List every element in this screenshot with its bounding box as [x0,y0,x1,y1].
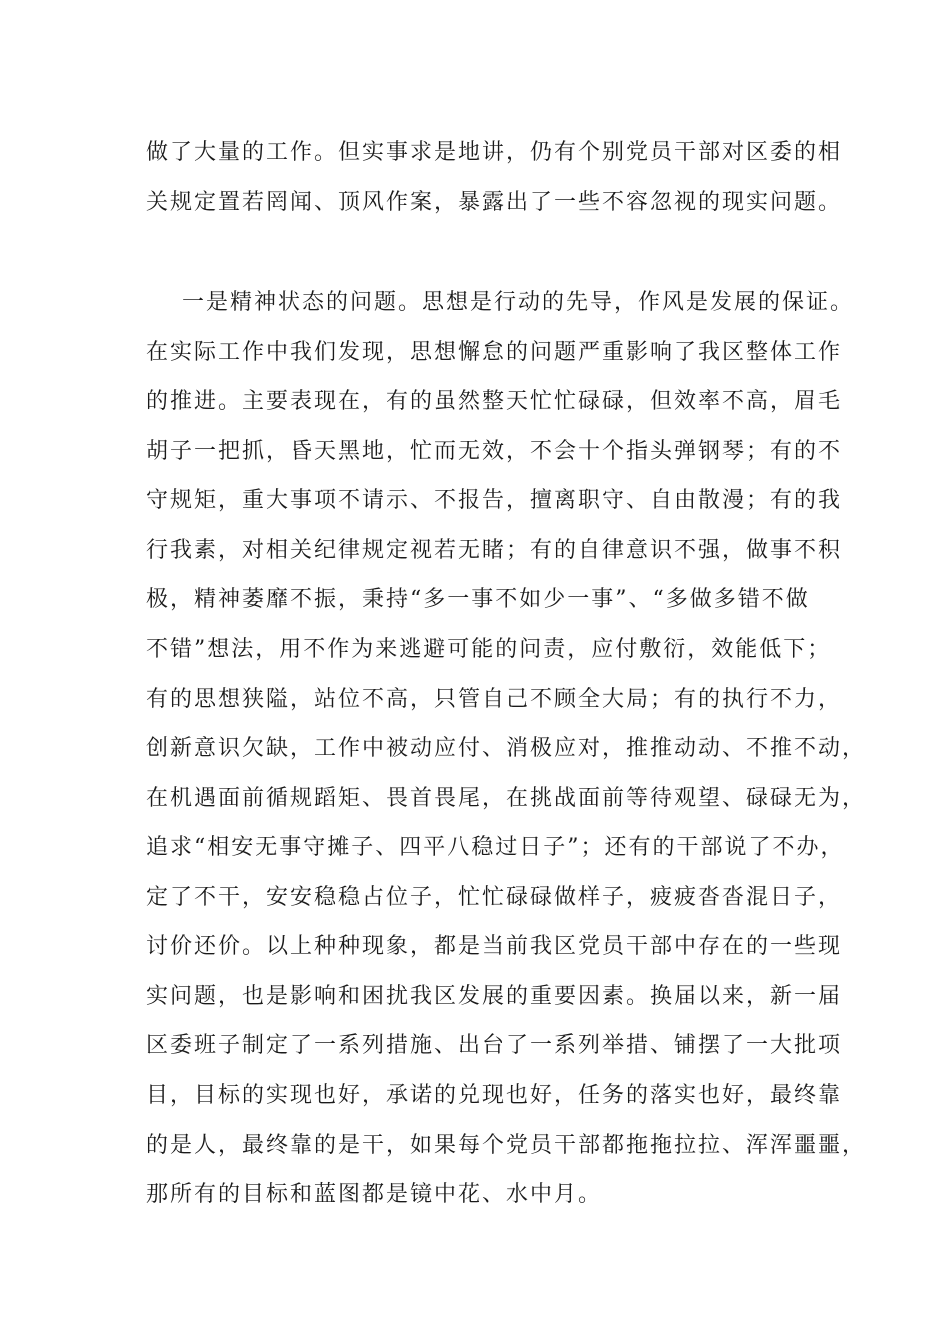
text-line: 追求“相安无事守摊子、四平八稳过日子”；还有的干部说了不办， [146,835,845,860]
text-line: 胡子一把抓，昏天黑地，忙而无效，不会十个指头弹钢琴；有的不 [146,439,843,464]
text-line: 在实际工作中我们发现，思想懈怠的问题严重影响了我区整体工作 [146,340,843,365]
text-line: 的是人，最终靠的是干，如果每个党员干部都拖拖拉拉、浑浑噩噩， [146,1133,867,1158]
text-line: 行我素，对相关纪律规定视若无睹；有的自律意识不强，做事不积 [146,538,843,563]
text-line: 做了大量的工作。但实事求是地讲，仍有个别党员干部对区委的相 [146,140,843,165]
text-line: 关规定置若罔闻、顶风作案，暴露出了一些不容忽视的现实问题。 [146,190,843,215]
text-line: 在机遇面前循规蹈矩、畏首畏尾，在挑战面前等待观望、碌碌无为， [146,786,867,811]
text-line: 有的思想狭隘，站位不高，只管自己不顾全大局；有的执行不力， [146,687,843,712]
text-line: 极，精神萎靡不振，秉持“多一事不如少一事”、“多做多错不做 [146,587,810,612]
text-line: 不错”想法，用不作为来逃避可能的问责，应付敷衍，效能低下； [146,637,832,662]
text-line: 目，目标的实现也好，承诺的兑现也好，任务的落实也好，最终靠 [146,1083,843,1108]
text-line: 守规矩，重大事项不请示、不报告，擅离职守、自由散漫；有的我 [146,488,843,513]
text-line: 创新意识欠缺，工作中被动应付、消极应对，推推动动、不推不动， [146,736,867,761]
text-line: 那所有的目标和蓝图都是镜中花、水中月。 [146,1182,603,1207]
text-line: 定了不干，安安稳稳占位子，忙忙碌碌做样子，疲疲沓沓混日子， [146,885,843,910]
text-line: 讨价还价。以上种种现象，都是当前我区党员干部中存在的一些现 [146,934,843,959]
text-line: 区委班子制定了一系列措施、出台了一系列举措、铺摆了一大批项 [146,1033,843,1058]
text-line: 实问题，也是影响和困扰我区发展的重要因素。换届以来，新一届 [146,984,843,1009]
text-line: 一是精神状态的问题。思想是行动的先导，作风是发展的保证。 [182,290,855,315]
text-line: 的推进。主要表现在，有的虽然整天忙忙碌碌，但效率不高，眉毛 [146,389,843,414]
